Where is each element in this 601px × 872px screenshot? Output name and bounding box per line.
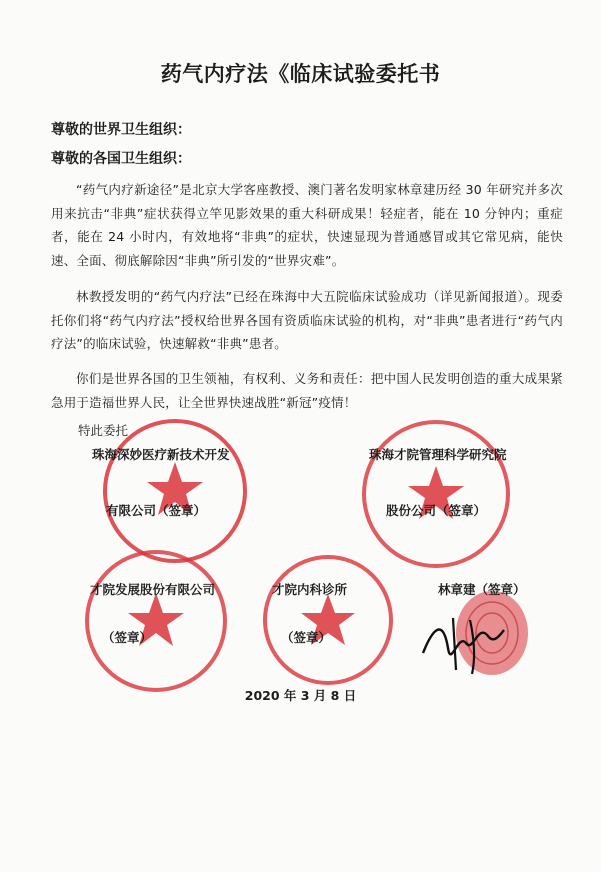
signatory-1-sign: 有限公司（签章） xyxy=(106,503,207,518)
signatory-1-name: 珠海深妙医疗新技术开发 xyxy=(92,447,230,462)
signatory-5-name: 林章建（签章） xyxy=(438,582,526,597)
company-seal-3 xyxy=(80,545,232,697)
signatory-3-sign: （签章） xyxy=(102,630,153,645)
signatory-3-name: 才院发展股份有限公司 xyxy=(90,582,216,597)
signatory-2-name: 珠海才院管理科学研究院 xyxy=(369,447,507,462)
paragraph-2: 林教授发明的“药气内疗法”已经在珠海中大五院临床试验成功（详见新闻报道）。现委托你们将“药气内疗法”授权给世界各国有资质临床试验的机构，对“非典”患者进行“药气内疗法”的临床试验，快速解救“非典”患者。 xyxy=(51,289,563,351)
handwritten-signature xyxy=(418,608,508,678)
closing-text: 特此委托 xyxy=(78,423,129,438)
paragraph-3: 你们是世界各国的卫生领袖，有权利、义务和责任：把中国人民发明创造的重大成果紧急用于造福世界人民，让全世界快速战胜“新冠”疫情！ xyxy=(51,371,563,410)
document-date: 2020 年 3 月 8 日 xyxy=(244,688,357,703)
paragraph-1: “药气内疗新途径”是北京大学客座教授、澳门著名发明家林章建历经 30 年研究并多次用来抗击“非典”症状获得立竿见影效果的重大科研成果！轻症者，能在 10 分钟内；重症者，能在 24 小时内，有效地将“非典”的症状，快速显现为普通感冒或其它常见病，能快速、全面、彻底解除因“非典”所引发的“世界灾难”。 xyxy=(51,182,563,268)
signatory-4-sign: （签章） xyxy=(281,630,332,645)
salutation-who: 尊敬的世界卫生组织： xyxy=(51,122,191,138)
document-title: 药气内疗法《临床试验委托书 xyxy=(160,62,441,86)
salutation-national: 尊敬的各国卫生组织： xyxy=(51,151,191,167)
signatory-2-sign: 股份公司（签章） xyxy=(386,503,487,518)
signatory-4-name: 才院内科诊所 xyxy=(272,582,348,597)
clinic-seal xyxy=(258,550,398,690)
